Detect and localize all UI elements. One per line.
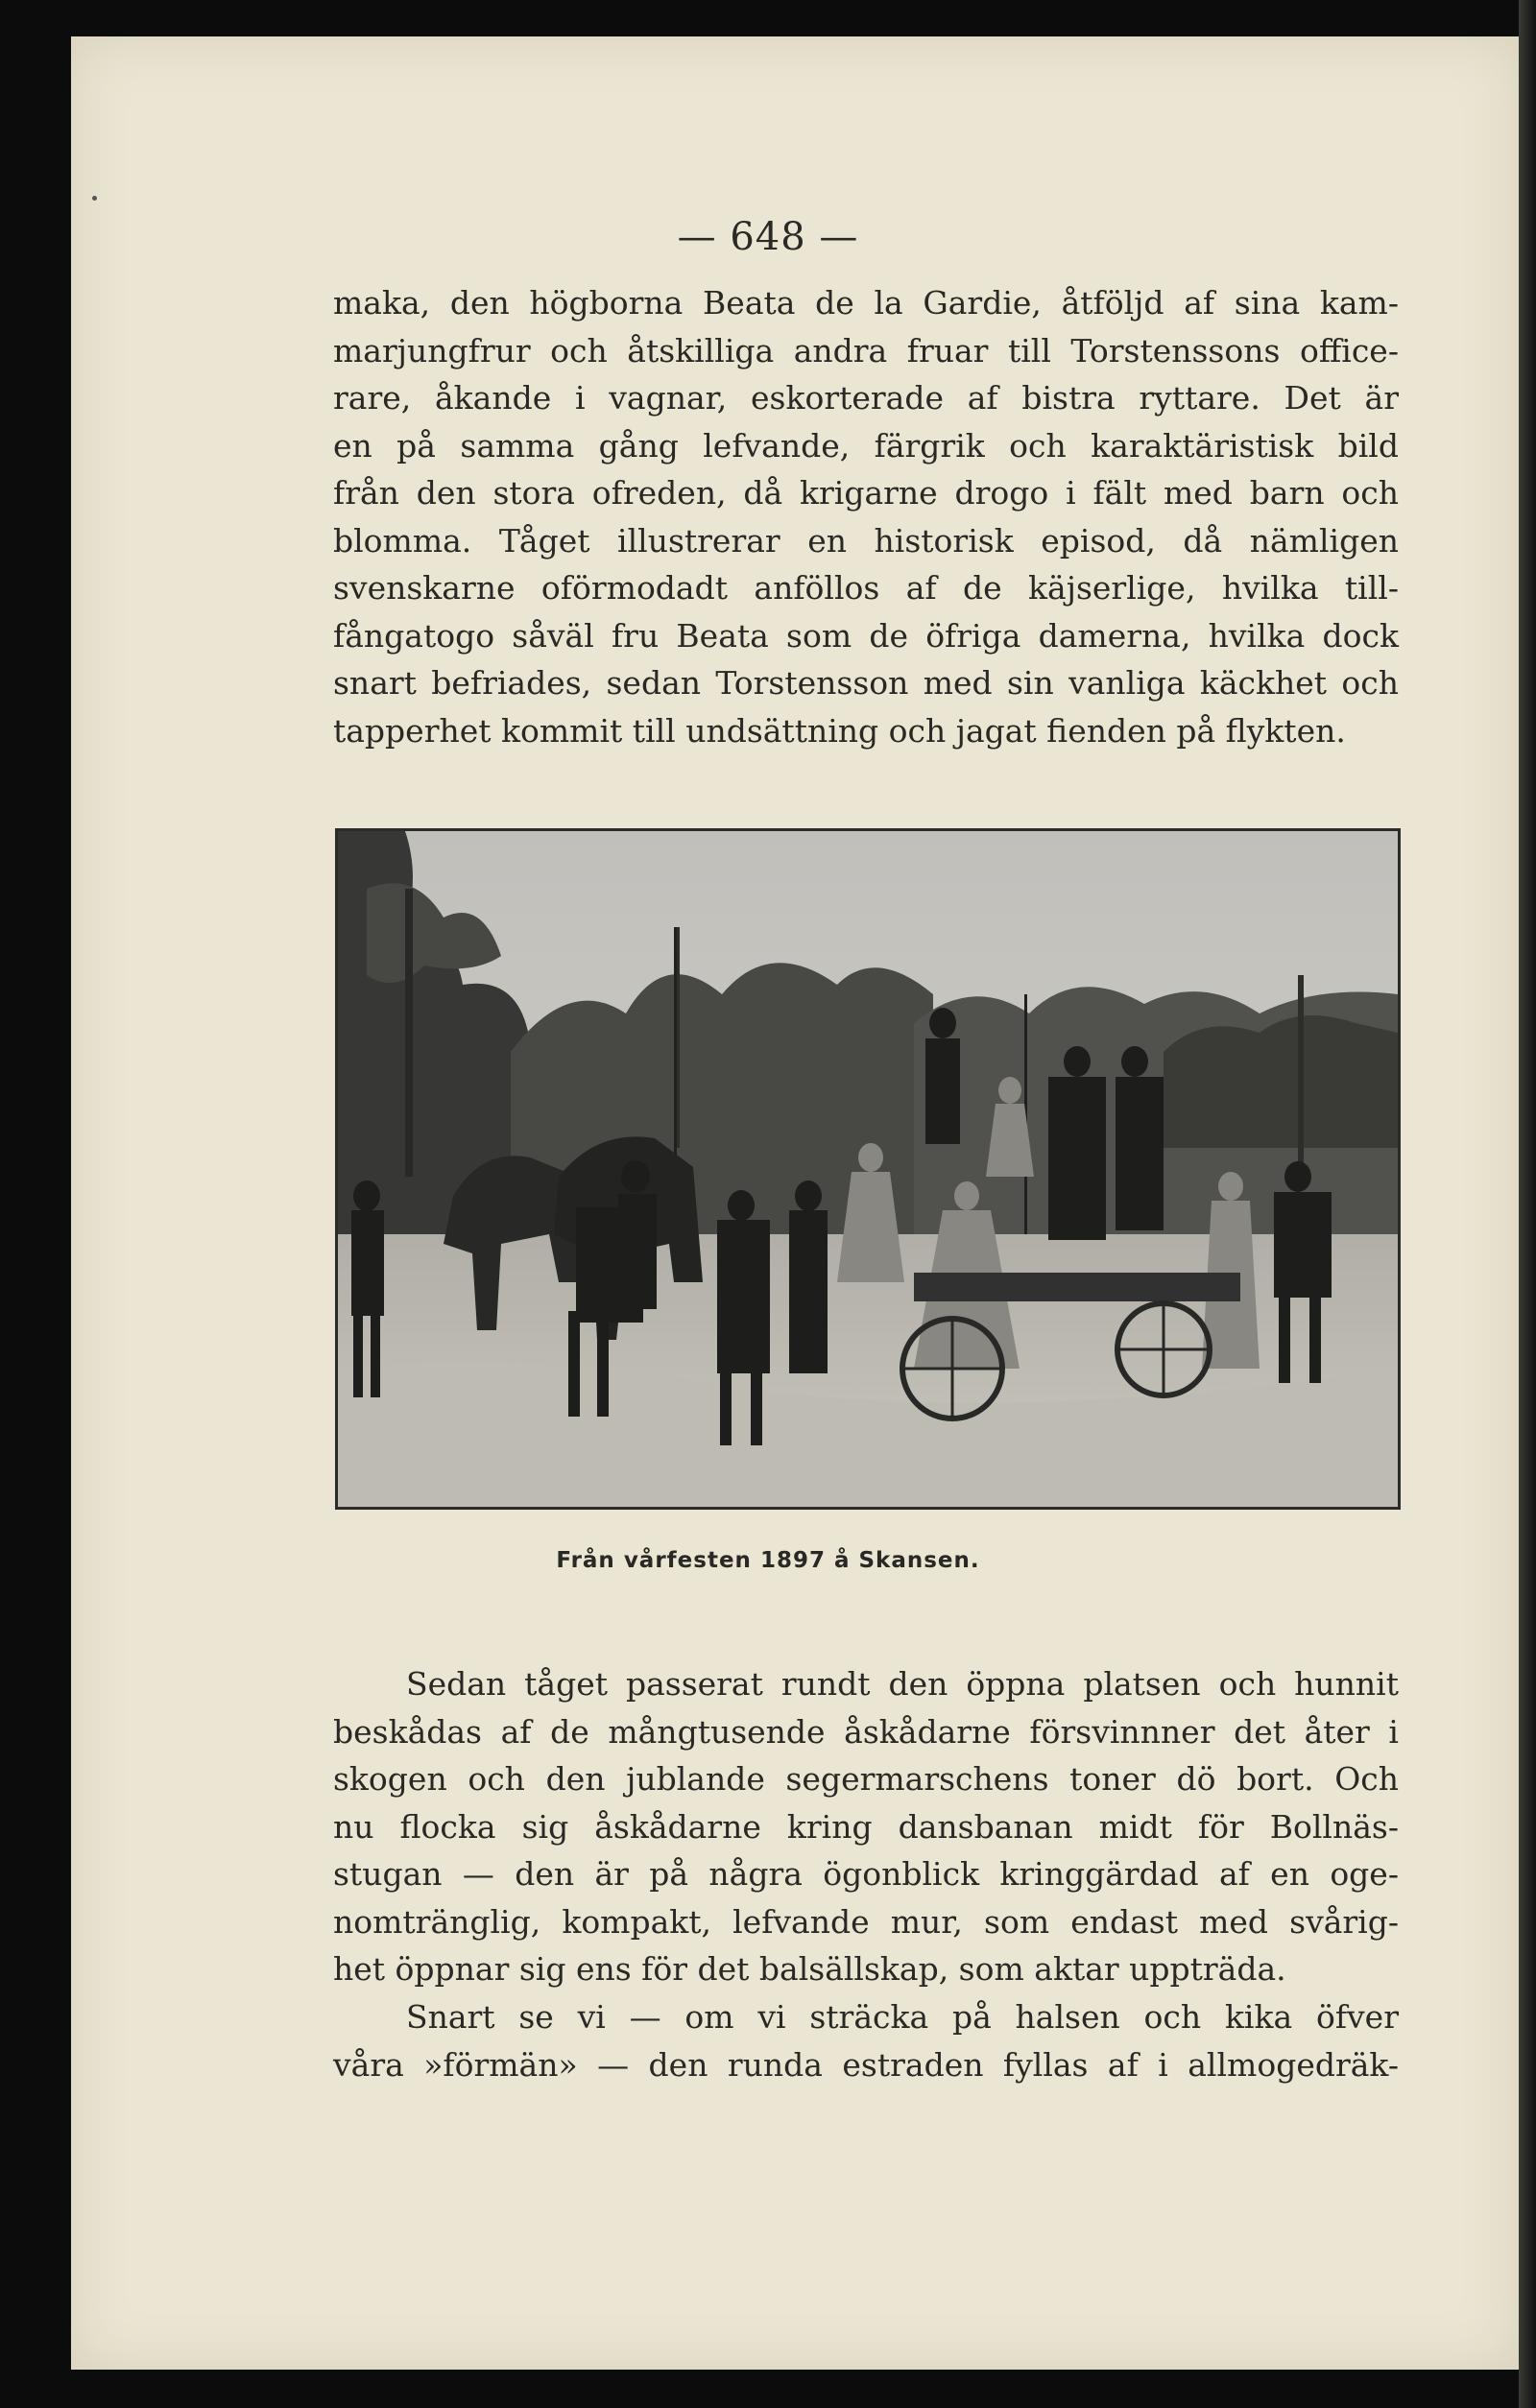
text-line: beskådas af de mångtusende åskådarne försvinnner det åter i bbox=[333, 1712, 1399, 1751]
text-line: svenskarne oförmodadt anföllos af de käjserlige, hvilka till- bbox=[333, 569, 1399, 607]
text-line: våra »förmän» — den runda estraden fyllas af i allmogedräk- bbox=[333, 2045, 1399, 2084]
paragraph-1 bbox=[333, 279, 1399, 754]
text-line: tapperhet kommit till undsättning och jagat fienden på flykten. bbox=[333, 711, 1346, 750]
text-line: Snart se vi — om vi sträcka på halsen och kika öfver bbox=[406, 1998, 1399, 2036]
photograph-illustration bbox=[338, 831, 1398, 1507]
ink-speck bbox=[92, 196, 97, 201]
text-line: marjungfrur och åtskilliga andra fruar till Torstenssons office- bbox=[333, 331, 1399, 370]
photo-caption: Från vårfesten 1897 å Skansen. bbox=[556, 1548, 980, 1573]
text-line: nu flocka sig åskådarne kring dansbanan midt för Bollnäs- bbox=[333, 1807, 1399, 1846]
text-line: snart befriades, sedan Torstensson med sin vanliga käckhet och bbox=[333, 664, 1399, 702]
paragraph-3 bbox=[333, 1993, 1399, 2088]
text-line: blomma. Tåget illustrerar en historisk episod, då nämligen bbox=[333, 521, 1399, 560]
page-number: — 648 — bbox=[677, 215, 859, 259]
paragraph-2 bbox=[333, 1660, 1399, 1993]
text-line: maka, den högborna Beata de la Gardie, åtföljd af sina kam- bbox=[333, 284, 1399, 322]
text-line: en på samma gång lefvande, färgrik och karaktäristisk bild bbox=[333, 426, 1399, 465]
photograph-spring-festival bbox=[335, 828, 1401, 1510]
text-line: rare, åkande i vagnar, eskorterade af bistra ryttare. Det är bbox=[333, 379, 1399, 417]
book-binding-edge bbox=[1519, 0, 1536, 2408]
text-line: fångatogo såväl fru Beata som de öfriga damerna, hvilka dock bbox=[333, 616, 1399, 655]
text-line: stugan — den är på några ögonblick kringgärdad af en oge- bbox=[333, 1855, 1399, 1893]
text-line: nomtränglig, kompakt, lefvande mur, som endast med svårig- bbox=[333, 1902, 1399, 1941]
text-line: het öppnar sig ens för det balsällskap, som aktar uppträda. bbox=[333, 1950, 1286, 1988]
text-line: från den stora ofreden, då krigarne drogo i fält med barn och bbox=[333, 474, 1399, 512]
text-line: Sedan tåget passerat rundt den öppna platsen och hunnit bbox=[406, 1665, 1399, 1703]
text-line: skogen och den jublande segermarschens toner dö bort. Och bbox=[333, 1760, 1399, 1798]
